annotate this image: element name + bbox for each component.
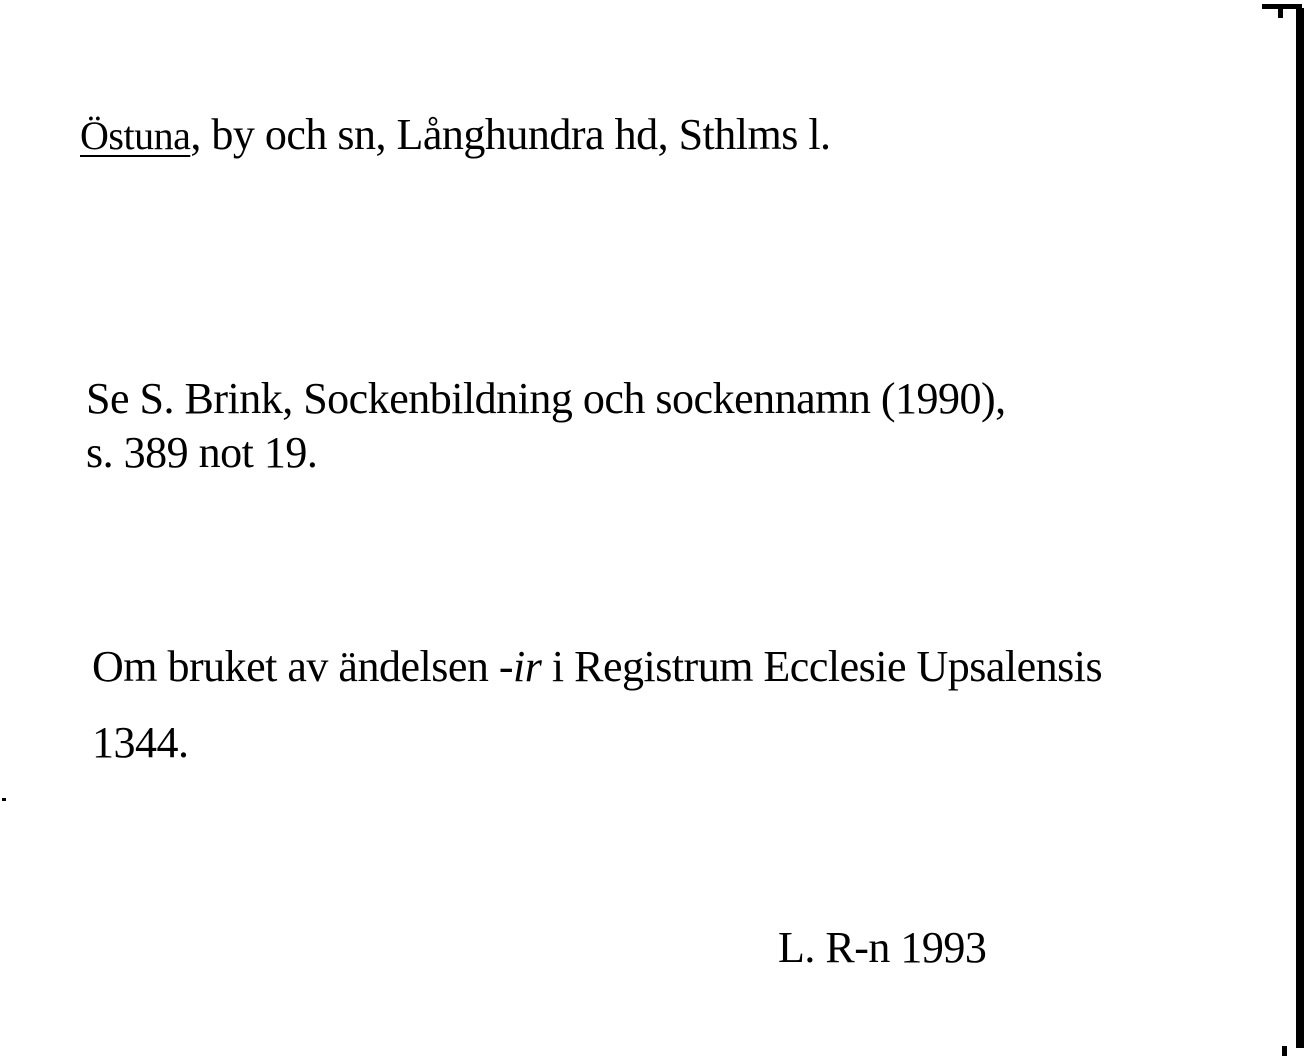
heading-description: , by och sn, Långhundra hd, Sthlms l. — [190, 110, 831, 159]
note-text-after: i Registrum Ecclesie Upsalensis — [541, 642, 1103, 691]
signature: L. R-n 1993 — [778, 923, 987, 972]
card-border-tick — [1278, 4, 1283, 18]
card-border-foot — [1282, 1046, 1287, 1056]
note-text-before: Om bruket av ändelsen — [92, 642, 499, 691]
note-line-2: 1344. — [92, 718, 189, 767]
card-heading — [80, 112, 831, 159]
scan-speck — [2, 798, 6, 801]
reference-line-2: s. 389 not 19. — [86, 428, 318, 477]
reference-line-1: Se S. Brink, Sockenbildning och sockennamn (1990), — [86, 374, 1006, 423]
note-line-1 — [92, 644, 1102, 690]
note-ending: -ir — [498, 642, 542, 691]
card-border-right — [1296, 8, 1304, 1048]
headword: Östuna — [80, 113, 191, 158]
